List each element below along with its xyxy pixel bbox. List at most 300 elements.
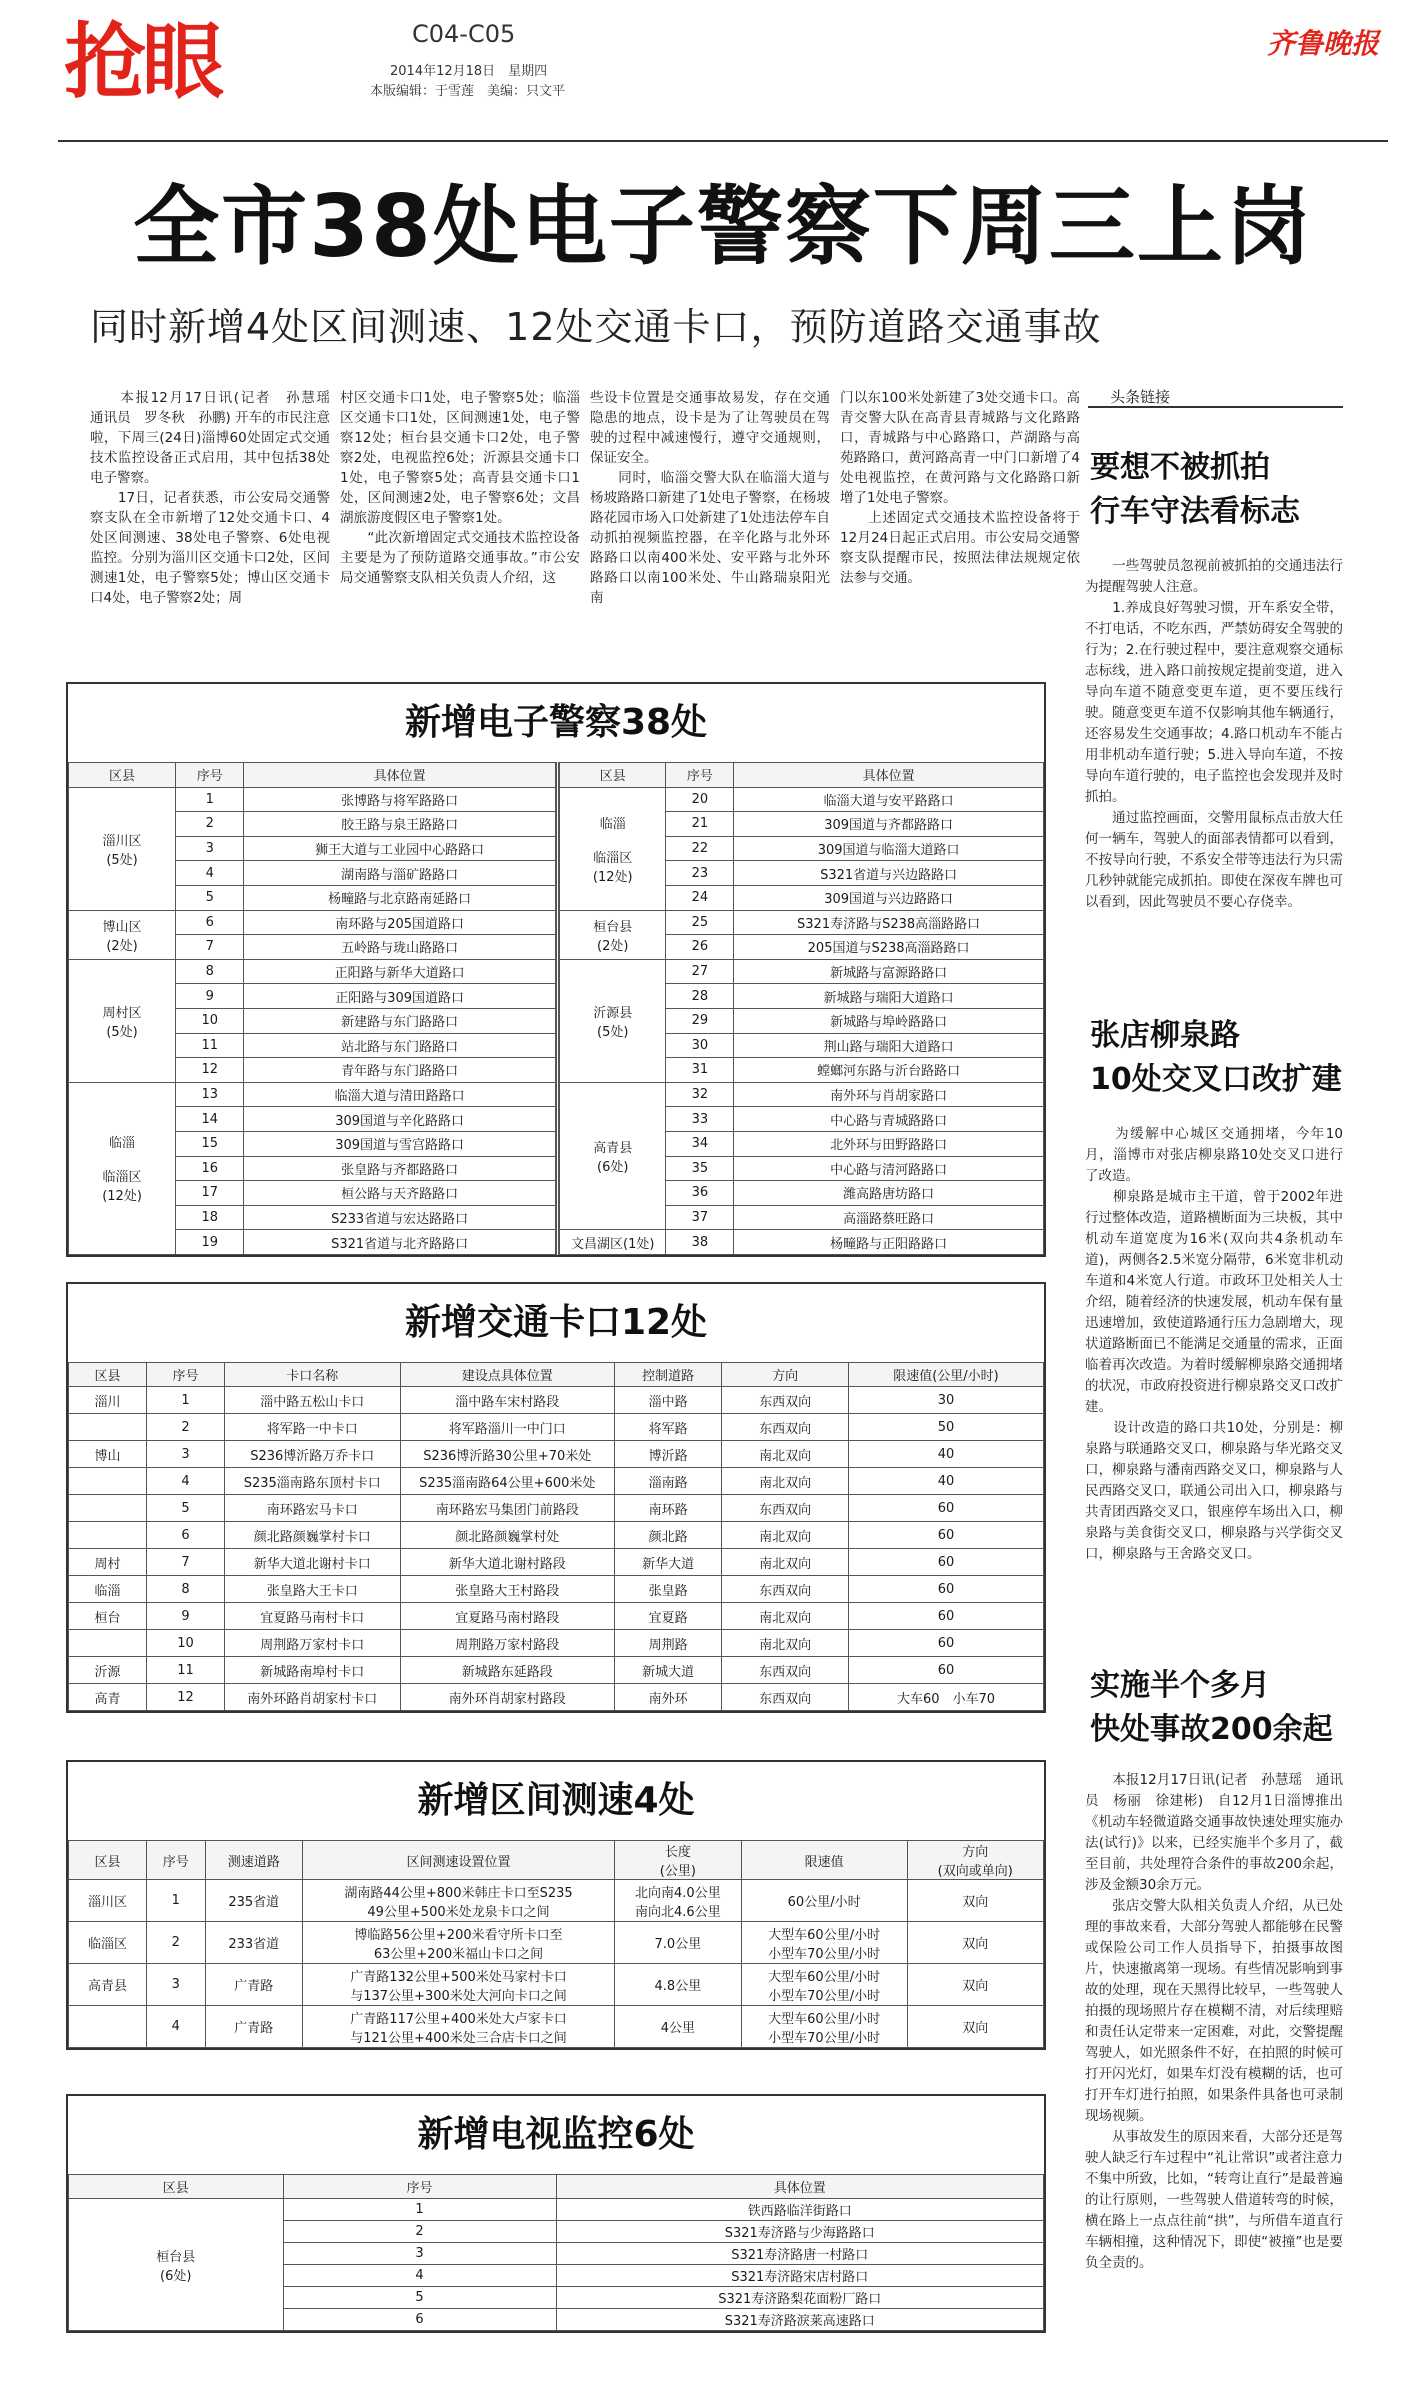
table-cell: 新城路东延路段 [400, 1657, 615, 1684]
table-cell: 双向 [907, 1880, 1044, 1922]
column-header: 测速道路 [205, 1841, 303, 1880]
table-row [69, 1549, 1044, 1576]
table-cell: 高青县 [69, 1964, 147, 2006]
column-header: 控制道路 [615, 1363, 722, 1387]
table-cell: 双向 [907, 1922, 1044, 1964]
table-tv-monitoring-grid [68, 2174, 1044, 2331]
table-cell: 1 [147, 1387, 225, 1414]
location-cell: 正阳路与309国道路口 [244, 984, 556, 1009]
location-cell: 新城路与瑞阳大道路口 [734, 984, 1044, 1009]
table-cell: 233省道 [205, 1922, 303, 1964]
table-cell: 南外环 [615, 1684, 722, 1711]
table-row [69, 1522, 1044, 1549]
table-checkpoints-grid [68, 1362, 1044, 1711]
article-column-4: 门以东100米处新建了3处交通卡口。高青交警大队在高青县青城路与文化路路口，青城路与中心路路口，芦湖路与高苑路路口，黄河路高青一中门口新增了4处电视监控，在黄河路与文化路路口新增了1处电子警察。 上述固定式交通技术监控设备将于12月24日起正式启用。市公安局交通警察支队提醒市民，按照法律法规规定依法参与交通。 [840, 390, 1080, 586]
column-header: 建设点具体位置 [400, 1363, 615, 1387]
sidebar-paragraph-1: 一些驾驶员忽视前被抓拍的交通违法行为提醒驾驶人注意。 1.养成良好驾驶习惯，开车系安全带，不打电话，不吃东西，严禁妨碍安全驾驶的行为；2.在行驶过程中，要注意观察交通标志标线，进入路口前按规定提前变道，进入导向车道不随意变更车道，更不要压线行驶。随意变更车道不仅影响其他车辆通行，还容易发生交通事故；4.路口机动车不能占用非机动车道行驶；5.进入导向车道，不按导向车道行驶的，电子监控也会发现并及时抓拍。 通过监控画面，交警用鼠标点击放大任何一辆车，驾驶人的面部表情都可以看到，不按导向行驶，不系安全带等违法行为只需几秒钟就能完成抓拍。即使在深夜车牌也可以看到，因此驾驶员不要心存侥幸。 [1085, 558, 1343, 910]
table-row [69, 1684, 1044, 1711]
table-cell: 60 [849, 1657, 1044, 1684]
location-cell: 南外环与肖胡家路口 [734, 1082, 1044, 1107]
index-cell: 29 [666, 1008, 734, 1033]
column-header: 具体位置 [556, 2175, 1044, 2199]
header-row [69, 763, 556, 788]
table-cell: 10 [147, 1630, 225, 1657]
location-cell: 309国道与临淄大道路口 [734, 836, 1044, 861]
table-cell: 颜北路颜巍掌村处 [400, 1522, 615, 1549]
table-cell: 11 [147, 1657, 225, 1684]
location-cell: 临淄大道与安平路路口 [734, 787, 1044, 812]
location-cell: 临淄大道与清田路路口 [244, 1082, 556, 1107]
column-header: 限速值 [741, 1841, 907, 1880]
table-cell: 周荆路 [615, 1630, 722, 1657]
table-cell: 235省道 [205, 1880, 303, 1922]
location-cell: 北外环与田野路路口 [734, 1131, 1044, 1156]
table-row [69, 1468, 1044, 1495]
header-divider [58, 140, 1388, 142]
column-header: 序号 [666, 763, 734, 788]
location-cell: 杨疃路与北京路南延路口 [244, 885, 556, 910]
index-cell: 35 [666, 1156, 734, 1181]
table-speed-sections [66, 1760, 1046, 2050]
index-cell: 1 [283, 2199, 556, 2221]
index-cell: 17 [176, 1181, 244, 1206]
table-cell: 东西双向 [722, 1495, 849, 1522]
index-cell: 5 [283, 2287, 556, 2309]
table-cell: 新城路南埠村卡口 [225, 1657, 401, 1684]
table-cell: 南环路 [615, 1495, 722, 1522]
table-cell: 60 [849, 1576, 1044, 1603]
sidebar-paragraph-3: 本报12月17日讯(记者 孙慧瑶 通讯员 杨丽 徐建彬) 自12月1日淄博推出《机动车轻微道路交通事故快速处理实施办法(试行)》以来，已经实施半个多月了，截至目前，共处理符合条件的事故200余起，涉及金额30余万元。 张店交警大队相关负责人介绍，从已处理的事故来看，大部分驾驶人都能够在民警或保险公司工作人员指导下，拍摄事故图片，快速撤离第一现场。有些情况影响到事故的处理，现在天黑得比较早，一些驾驶人拍摄的现场照片存在模糊不清，对后续理赔和责任认定带来一定困难，对此，交警提醒驾驶人，如光照条件不好，在拍照的时候可打开闪光灯，如果车灯没有模糊的话，也可打开车灯进行拍照，如果条件具备也可录制现场视频。 从事故发生的原因来看，大部分还是驾驶人缺乏行车过程中“礼让常识”或者注意力不集中所致，比如，“转弯让直行”是最普遍的让行原则，一些驾驶人借道转弯的时候，横在路上一点点往前“拱”，与所借车道直行车辆相撞，这种情况下，即使“被撞”也是要负全责的。 [1085, 1772, 1343, 2271]
sidebar-heading-3-line1: 实施半个多月 [1090, 1668, 1270, 1703]
table-cell: 南外环肖胡家村路段 [400, 1684, 615, 1711]
table-cell: 新城大道 [615, 1657, 722, 1684]
table-row [69, 1657, 1044, 1684]
table-row [69, 1922, 1044, 1964]
table-cell: 周荆路万家村路段 [400, 1630, 615, 1657]
table-row [69, 1964, 1044, 2006]
table-cell: 东西双向 [722, 1387, 849, 1414]
table-cell: 8 [147, 1576, 225, 1603]
table-row [69, 2006, 1044, 2048]
column-header: 区县 [69, 1363, 147, 1387]
index-cell: 3 [283, 2243, 556, 2265]
table-cell: 40 [849, 1441, 1044, 1468]
table-cell: 淄川 [69, 1387, 147, 1414]
table-cell: 6 [147, 1522, 225, 1549]
table-row [560, 910, 1044, 935]
table-electronic-police-left-grid [68, 762, 556, 1255]
column-header: 区县 [69, 1841, 147, 1880]
table-cell [69, 2006, 147, 2048]
table-cell: 南北双向 [722, 1603, 849, 1630]
location-cell: S321省道与兴边路路口 [734, 861, 1044, 886]
table-cell: 60 [849, 1603, 1044, 1630]
table-cell: 淄川区 [69, 1880, 147, 1922]
table-cell: 新华大道北谢村路段 [400, 1549, 615, 1576]
table-cell: 大型车60公里/小时 小型车70公里/小时 [741, 1922, 907, 1964]
district-cell: 周村区 (5处) [69, 959, 176, 1082]
location-cell: 站北路与东门路路口 [244, 1033, 556, 1058]
column-header: 序号 [283, 2175, 556, 2199]
index-cell: 4 [283, 2265, 556, 2287]
table-cell: 博临路56公里+200米看守所卡口至 63公里+200米福山卡口之间 [303, 1922, 615, 1964]
index-cell: 31 [666, 1058, 734, 1083]
sidebar-box-label: 头条链接 [1088, 386, 1343, 408]
index-cell: 36 [666, 1181, 734, 1206]
table-row [560, 1230, 1044, 1255]
location-cell: 张博路与将军路路口 [244, 787, 556, 812]
location-cell: 309国道与辛化路路口 [244, 1107, 556, 1132]
district-cell: 沂源县 (5处) [560, 959, 666, 1082]
table-checkpoints [66, 1282, 1046, 1713]
table-cell: 张皇路大王村路段 [400, 1576, 615, 1603]
table-cell: 40 [849, 1468, 1044, 1495]
table-cell: 9 [147, 1603, 225, 1630]
table-tv-monitoring [66, 2094, 1046, 2333]
table-cell: 淄中路车宋村路段 [400, 1387, 615, 1414]
column-header: 长度 (公里) [615, 1841, 742, 1880]
index-cell: 37 [666, 1205, 734, 1230]
location-cell: 螳螂河东路与沂台路路口 [734, 1058, 1044, 1083]
table-cell: 3 [147, 1441, 225, 1468]
index-cell: 28 [666, 984, 734, 1009]
column-header: 限速值(公里/小时) [849, 1363, 1044, 1387]
location-cell: 新城路与埠岭路路口 [734, 1008, 1044, 1033]
table-cell: 博山 [69, 1441, 147, 1468]
editor-credit: 本版编辑：于雪莲 美编：只文平 [370, 84, 566, 99]
location-cell: 狮王大道与工业园中心路路口 [244, 836, 556, 861]
column-header: 区间测速设置位置 [303, 1841, 615, 1880]
table-row [69, 787, 556, 812]
index-cell: 6 [283, 2309, 556, 2331]
index-cell: 8 [176, 959, 244, 984]
district-cell: 桓台县 (6处) [69, 2199, 284, 2331]
table-row [560, 787, 1044, 812]
table-cell: 南北双向 [722, 1522, 849, 1549]
table-cell: 张皇路大王卡口 [225, 1576, 401, 1603]
index-cell: 2 [176, 812, 244, 837]
table-row [69, 1495, 1044, 1522]
column-header: 区县 [69, 2175, 284, 2199]
table-cell: 周荆路万家村卡口 [225, 1630, 401, 1657]
index-cell: 11 [176, 1033, 244, 1058]
location-cell: 杨疃路与正阳路路口 [734, 1230, 1044, 1255]
table-cell: 7 [147, 1549, 225, 1576]
table-row [560, 959, 1044, 984]
table-cell: 4公里 [615, 2006, 742, 2048]
table-cell: 广青路132公里+500米处马家村卡口 与137公里+300米处大河向卡口之间 [303, 1964, 615, 2006]
table-row [69, 1441, 1044, 1468]
article-column-3: 些设卡位置是交通事故易发，存在交通隐患的地点，设卡是为了让驾驶员在驾驶的过程中减速慢行，遵守交通规则，保证安全。 同时，临淄交警大队在临淄大道与杨坡路路口新建了1处电子警察，在杨坡路花园市场入口处新建了1处违法停车自动抓拍视频监控器，在辛化路与北外环路路口以南400米处、安平路与北外环路路口以南100米处、牛山路瑞泉阳光南 [590, 390, 830, 606]
article-column-1: 本报12月17日讯(记者 孙慧瑶 通讯员 罗冬秋 孙鹏) 开车的市民注意啦，下周三(24日)淄博60处固定式交通技术监控设备正式启用，其中包括38处电子警察。 17日，记者获悉，市公安局交通警察支队在全市新增了12处交通卡口、4处区间测速、38处电子警察、6处电视监控。分别为淄川区交通卡口2处，区间测速1处，电子警察5处；博山区交通卡口4处，电子警察2处；周 [90, 390, 330, 606]
index-cell: 15 [176, 1131, 244, 1156]
table-cell: 3 [147, 1964, 206, 2006]
location-cell: 青年路与东门路路口 [244, 1058, 556, 1083]
table-cell: 将军路一中卡口 [225, 1414, 401, 1441]
table-cell: S235淄南路东顶村卡口 [225, 1468, 401, 1495]
table-cell: 2 [147, 1922, 206, 1964]
district-cell: 淄川区 (5处) [69, 787, 176, 910]
table-cell: 大车60 小车70 [849, 1684, 1044, 1711]
table-cell: S236博沂路万乔卡口 [225, 1441, 401, 1468]
index-cell: 5 [176, 885, 244, 910]
table-cell: 12 [147, 1684, 225, 1711]
index-cell: 30 [666, 1033, 734, 1058]
location-cell: 桓公路与天齐路路口 [244, 1181, 556, 1206]
header-row [69, 1363, 1044, 1387]
table-cell: 4 [147, 1468, 225, 1495]
index-cell: 9 [176, 984, 244, 1009]
page-code: C04-C05 [412, 20, 516, 48]
table-cell [69, 1468, 147, 1495]
location-cell: 309国道与兴边路路口 [734, 885, 1044, 910]
header-row [69, 2175, 1044, 2199]
index-cell: 33 [666, 1107, 734, 1132]
subheadline: 同时新增4处区间测速、12处交通卡口，预防道路交通事故 [90, 305, 1102, 349]
index-cell: 14 [176, 1107, 244, 1132]
location-cell: S321寿济路宋店村路口 [556, 2265, 1044, 2287]
table-cell: 北向南4.0公里 南向北4.6公里 [615, 1880, 742, 1922]
index-cell: 10 [176, 1008, 244, 1033]
table-cell: 周村 [69, 1549, 147, 1576]
index-cell: 22 [666, 836, 734, 861]
table-cell: 南环路宏马集团门前路段 [400, 1495, 615, 1522]
table-cell: 淄中路五松山卡口 [225, 1387, 401, 1414]
district-cell: 桓台县 (2处) [560, 910, 666, 959]
table-cell: S236博沂路30公里+70米处 [400, 1441, 615, 1468]
location-cell: 309国道与雪宫路路口 [244, 1131, 556, 1156]
table-row [69, 959, 556, 984]
index-cell: 27 [666, 959, 734, 984]
index-cell: 6 [176, 910, 244, 935]
table-electronic-police-title: 新增电子警察38处 [404, 702, 708, 743]
location-cell: 中心路与青城路路口 [734, 1107, 1044, 1132]
table-cell [69, 1414, 147, 1441]
table-electronic-police-right-grid [559, 762, 1044, 1255]
table-cell [69, 1522, 147, 1549]
table-cell: 临淄 [69, 1576, 147, 1603]
table-cell: 宜夏路马南村卡口 [225, 1603, 401, 1630]
table-cell: 东西双向 [722, 1657, 849, 1684]
location-cell: 309国道与齐都路路口 [734, 812, 1044, 837]
table-cell: 60 [849, 1522, 1044, 1549]
location-cell: 潍高路唐坊路口 [734, 1181, 1044, 1206]
table-cell: 淄南路 [615, 1468, 722, 1495]
table-cell: 南环路宏马卡口 [225, 1495, 401, 1522]
index-cell: 4 [176, 861, 244, 886]
index-cell: 13 [176, 1082, 244, 1107]
table-cell: 东西双向 [722, 1576, 849, 1603]
issue-date: 2014年12月18日 星期四 [390, 64, 548, 79]
location-cell: 中心路与清河路路口 [734, 1156, 1044, 1181]
table-electronic-police-right [556, 762, 1044, 1255]
table-cell: 大型车60公里/小时 小型车70公里/小时 [741, 1964, 907, 2006]
table-cell: 沂源 [69, 1657, 147, 1684]
index-cell: 7 [176, 935, 244, 960]
table-cell: 宜夏路马南村路段 [400, 1603, 615, 1630]
article-column-2: 村区交通卡口1处，电子警察5处；临淄区交通卡口1处，区间测速1处，电子警察12处；桓台县交通卡口2处，电子警察2处，电视监控6处；沂源县交通卡口1处，电子警察5处；高青县交通卡口1处，区间测速2处，电子警察6处；文昌湖旅游度假区电子警察1处。 “此次新增固定式交通技术监控设备主要是为了预防道路交通事故。”市公安局交通警察支队相关负责人介绍，这 [340, 390, 580, 586]
table-cell: 60 [849, 1549, 1044, 1576]
location-cell: 湖南路与淄矿路路口 [244, 861, 556, 886]
newspaper-brand: 齐鲁晚报 [1266, 27, 1379, 60]
table-cell: 淄中路 [615, 1387, 722, 1414]
column-header: 方向 [722, 1363, 849, 1387]
sidebar-heading-1-line2: 行车守法看标志 [1090, 494, 1300, 529]
location-cell: 新城路与富源路路口 [734, 959, 1044, 984]
index-cell: 12 [176, 1058, 244, 1083]
location-cell: 新建路与东门路路口 [244, 1008, 556, 1033]
table-speed-sections-title: 新增区间测速4处 [417, 1780, 695, 1821]
table-cell: 湖南路44公里+800米韩庄卡口至S235 49公里+500米处龙泉卡口之间 [303, 1880, 615, 1922]
table-row [560, 1082, 1044, 1107]
table-cell: 东西双向 [722, 1414, 849, 1441]
location-cell: 205国道与S238高淄路路口 [734, 935, 1044, 960]
index-cell: 20 [666, 787, 734, 812]
location-cell: S321寿济路唐一村路口 [556, 2243, 1044, 2265]
table-electronic-police-left [68, 762, 556, 1255]
table-cell: 张皇路 [615, 1576, 722, 1603]
table-cell: 颜北路 [615, 1522, 722, 1549]
table-cell: 双向 [907, 1964, 1044, 2006]
column-header: 方向 (双向或单向) [907, 1841, 1044, 1880]
sidebar-heading-2-line1: 张店柳泉路 [1090, 1018, 1240, 1053]
district-cell: 临淄 临淄区 (12处) [69, 1082, 176, 1254]
column-header: 具体位置 [244, 763, 556, 788]
table-cell: 将军路淄川一中门口 [400, 1414, 615, 1441]
location-cell: S233省道与宏达路路口 [244, 1205, 556, 1230]
table-row [69, 1387, 1044, 1414]
index-cell: 21 [666, 812, 734, 837]
column-header: 序号 [176, 763, 244, 788]
table-cell: 4 [147, 2006, 206, 2048]
index-cell: 19 [176, 1230, 244, 1255]
table-cell: 南北双向 [722, 1441, 849, 1468]
table-cell: 东西双向 [722, 1684, 849, 1711]
table-cell: 1 [147, 1880, 206, 1922]
table-cell: 广青路 [205, 1964, 303, 2006]
table-cell: 4.8公里 [615, 1964, 742, 2006]
table-tv-monitoring-title: 新增电视监控6处 [417, 2114, 695, 2155]
table-row [69, 1603, 1044, 1630]
table-speed-sections-grid [68, 1840, 1044, 2048]
sidebar-heading-1 [1090, 446, 1300, 534]
location-cell: 胶王路与泉王路路口 [244, 812, 556, 837]
table-cell: 颜北路颜巍掌村卡口 [225, 1522, 401, 1549]
location-cell: 铁西路临洋街路口 [556, 2199, 1044, 2221]
table-cell: 60 [849, 1630, 1044, 1657]
location-cell: 五岭路与珑山路路口 [244, 935, 556, 960]
column-header: 区县 [69, 763, 176, 788]
index-cell: 32 [666, 1082, 734, 1107]
index-cell: 25 [666, 910, 734, 935]
location-cell: 正阳路与新华大道路口 [244, 959, 556, 984]
index-cell: 3 [176, 836, 244, 861]
index-cell: 24 [666, 885, 734, 910]
table-row [69, 1414, 1044, 1441]
location-cell: 高淄路蔡旺路口 [734, 1205, 1044, 1230]
column-header: 具体位置 [734, 763, 1044, 788]
table-row [69, 1880, 1044, 1922]
table-cell: 7.0公里 [615, 1922, 742, 1964]
column-header: 区县 [560, 763, 666, 788]
table-cell: 大型车60公里/小时 小型车70公里/小时 [741, 2006, 907, 2048]
table-cell: 宜夏路 [615, 1603, 722, 1630]
table-cell: 南外环路肖胡家村卡口 [225, 1684, 401, 1711]
table-cell: 60 [849, 1495, 1044, 1522]
table-cell: 广青路117公里+400米处大卢家卡口 与121公里+400米处三合店卡口之间 [303, 2006, 615, 2048]
table-cell: 南北双向 [722, 1468, 849, 1495]
index-cell: 18 [176, 1205, 244, 1230]
location-cell: 荆山路与瑞阳大道路口 [734, 1033, 1044, 1058]
table-cell: 广青路 [205, 2006, 303, 2048]
column-header: 序号 [147, 1841, 206, 1880]
sidebar-paragraph-2: 为缓解中心城区交通拥堵，今年10月，淄博市对张店柳泉路10处交叉口进行了改造。 柳泉路是城市主干道，曾于2002年进行过整体改造，道路横断面为三块板，其中机动车道宽度为16米(双向共4条机动车道)，两侧各2.5米宽分隔带，6米宽非机动车道和4米宽人行道。市政环卫处相关人士介绍，随着经济的快速发展，机动车保有量迅速增加，致使道路通行压力急剧增大，现状道路断面已不能满足交通量的需求，正面临着再次改造。为着时缓解柳泉路交通拥堵的状况，市政府投资进行柳泉路交叉口改扩建。 设计改造的路口共10处，分别是：柳泉路与联通路交叉口，柳泉路与华光路交叉口，柳泉路与潘南西路交叉口，柳泉路与人民西路交叉口，联通公司出入口，柳泉路与共青团西路交叉口，银座停车场出入口，柳泉路与美食街交叉口，柳泉路与兴学街交叉口，柳泉路与王舍路交叉口。 [1085, 1126, 1343, 1562]
table-checkpoints-title: 新增交通卡口12处 [404, 1302, 708, 1343]
sidebar-heading-2 [1090, 1014, 1342, 1102]
table-cell [69, 1495, 147, 1522]
location-cell: S321寿济路与S238高淄路路口 [734, 910, 1044, 935]
table-row [69, 1630, 1044, 1657]
location-cell: S321寿济路梨花面粉厂路口 [556, 2287, 1044, 2309]
table-cell: 桓台 [69, 1603, 147, 1630]
sidebar-heading-3-line2: 快处事故200余起 [1090, 1712, 1333, 1747]
index-cell: 1 [176, 787, 244, 812]
table-cell: 博沂路 [615, 1441, 722, 1468]
headline: 全市38处电子警察下周三上岗 [133, 177, 1313, 277]
district-cell: 博山区 (2处) [69, 910, 176, 959]
section-logo: 抢眼 [64, 15, 221, 110]
table-cell: S235淄南路64公里+600米处 [400, 1468, 615, 1495]
location-cell: S321寿济路与少海路路口 [556, 2221, 1044, 2243]
index-cell: 38 [666, 1230, 734, 1255]
table-row [69, 1576, 1044, 1603]
district-cell: 高青县 (6处) [560, 1082, 666, 1230]
header-row [560, 763, 1044, 788]
index-cell: 26 [666, 935, 734, 960]
table-cell [69, 1630, 147, 1657]
index-cell: 2 [283, 2221, 556, 2243]
table-row [69, 2199, 1044, 2221]
table-electronic-police [66, 682, 1046, 1257]
header-row [69, 1841, 1044, 1880]
column-header: 序号 [147, 1363, 225, 1387]
table-cell: 临淄区 [69, 1922, 147, 1964]
sidebar-heading-3 [1090, 1664, 1333, 1752]
table-cell: 将军路 [615, 1414, 722, 1441]
location-cell: S321寿济路淚莱高速路口 [556, 2309, 1044, 2331]
table-cell: 60公里/小时 [741, 1880, 907, 1922]
table-cell: 南北双向 [722, 1630, 849, 1657]
table-cell: 新华大道 [615, 1549, 722, 1576]
location-cell: 张皇路与齐都路路口 [244, 1156, 556, 1181]
district-cell: 临淄 临淄区 (12处) [560, 787, 666, 910]
index-cell: 23 [666, 861, 734, 886]
index-cell: 16 [176, 1156, 244, 1181]
column-header: 卡口名称 [225, 1363, 401, 1387]
table-cell: 双向 [907, 2006, 1044, 2048]
table-row [69, 910, 556, 935]
sidebar-heading-2-line2: 10处交叉口改扩建 [1090, 1062, 1342, 1097]
table-cell: 50 [849, 1414, 1044, 1441]
table-cell: 30 [849, 1387, 1044, 1414]
index-cell: 34 [666, 1131, 734, 1156]
table-cell: 2 [147, 1414, 225, 1441]
location-cell: 南环路与205国道路口 [244, 910, 556, 935]
table-cell: 新华大道北谢村卡口 [225, 1549, 401, 1576]
sidebar-heading-1-line1: 要想不被抓拍 [1090, 450, 1270, 485]
table-row [69, 1082, 556, 1107]
location-cell: S321省道与北齐路路口 [244, 1230, 556, 1255]
